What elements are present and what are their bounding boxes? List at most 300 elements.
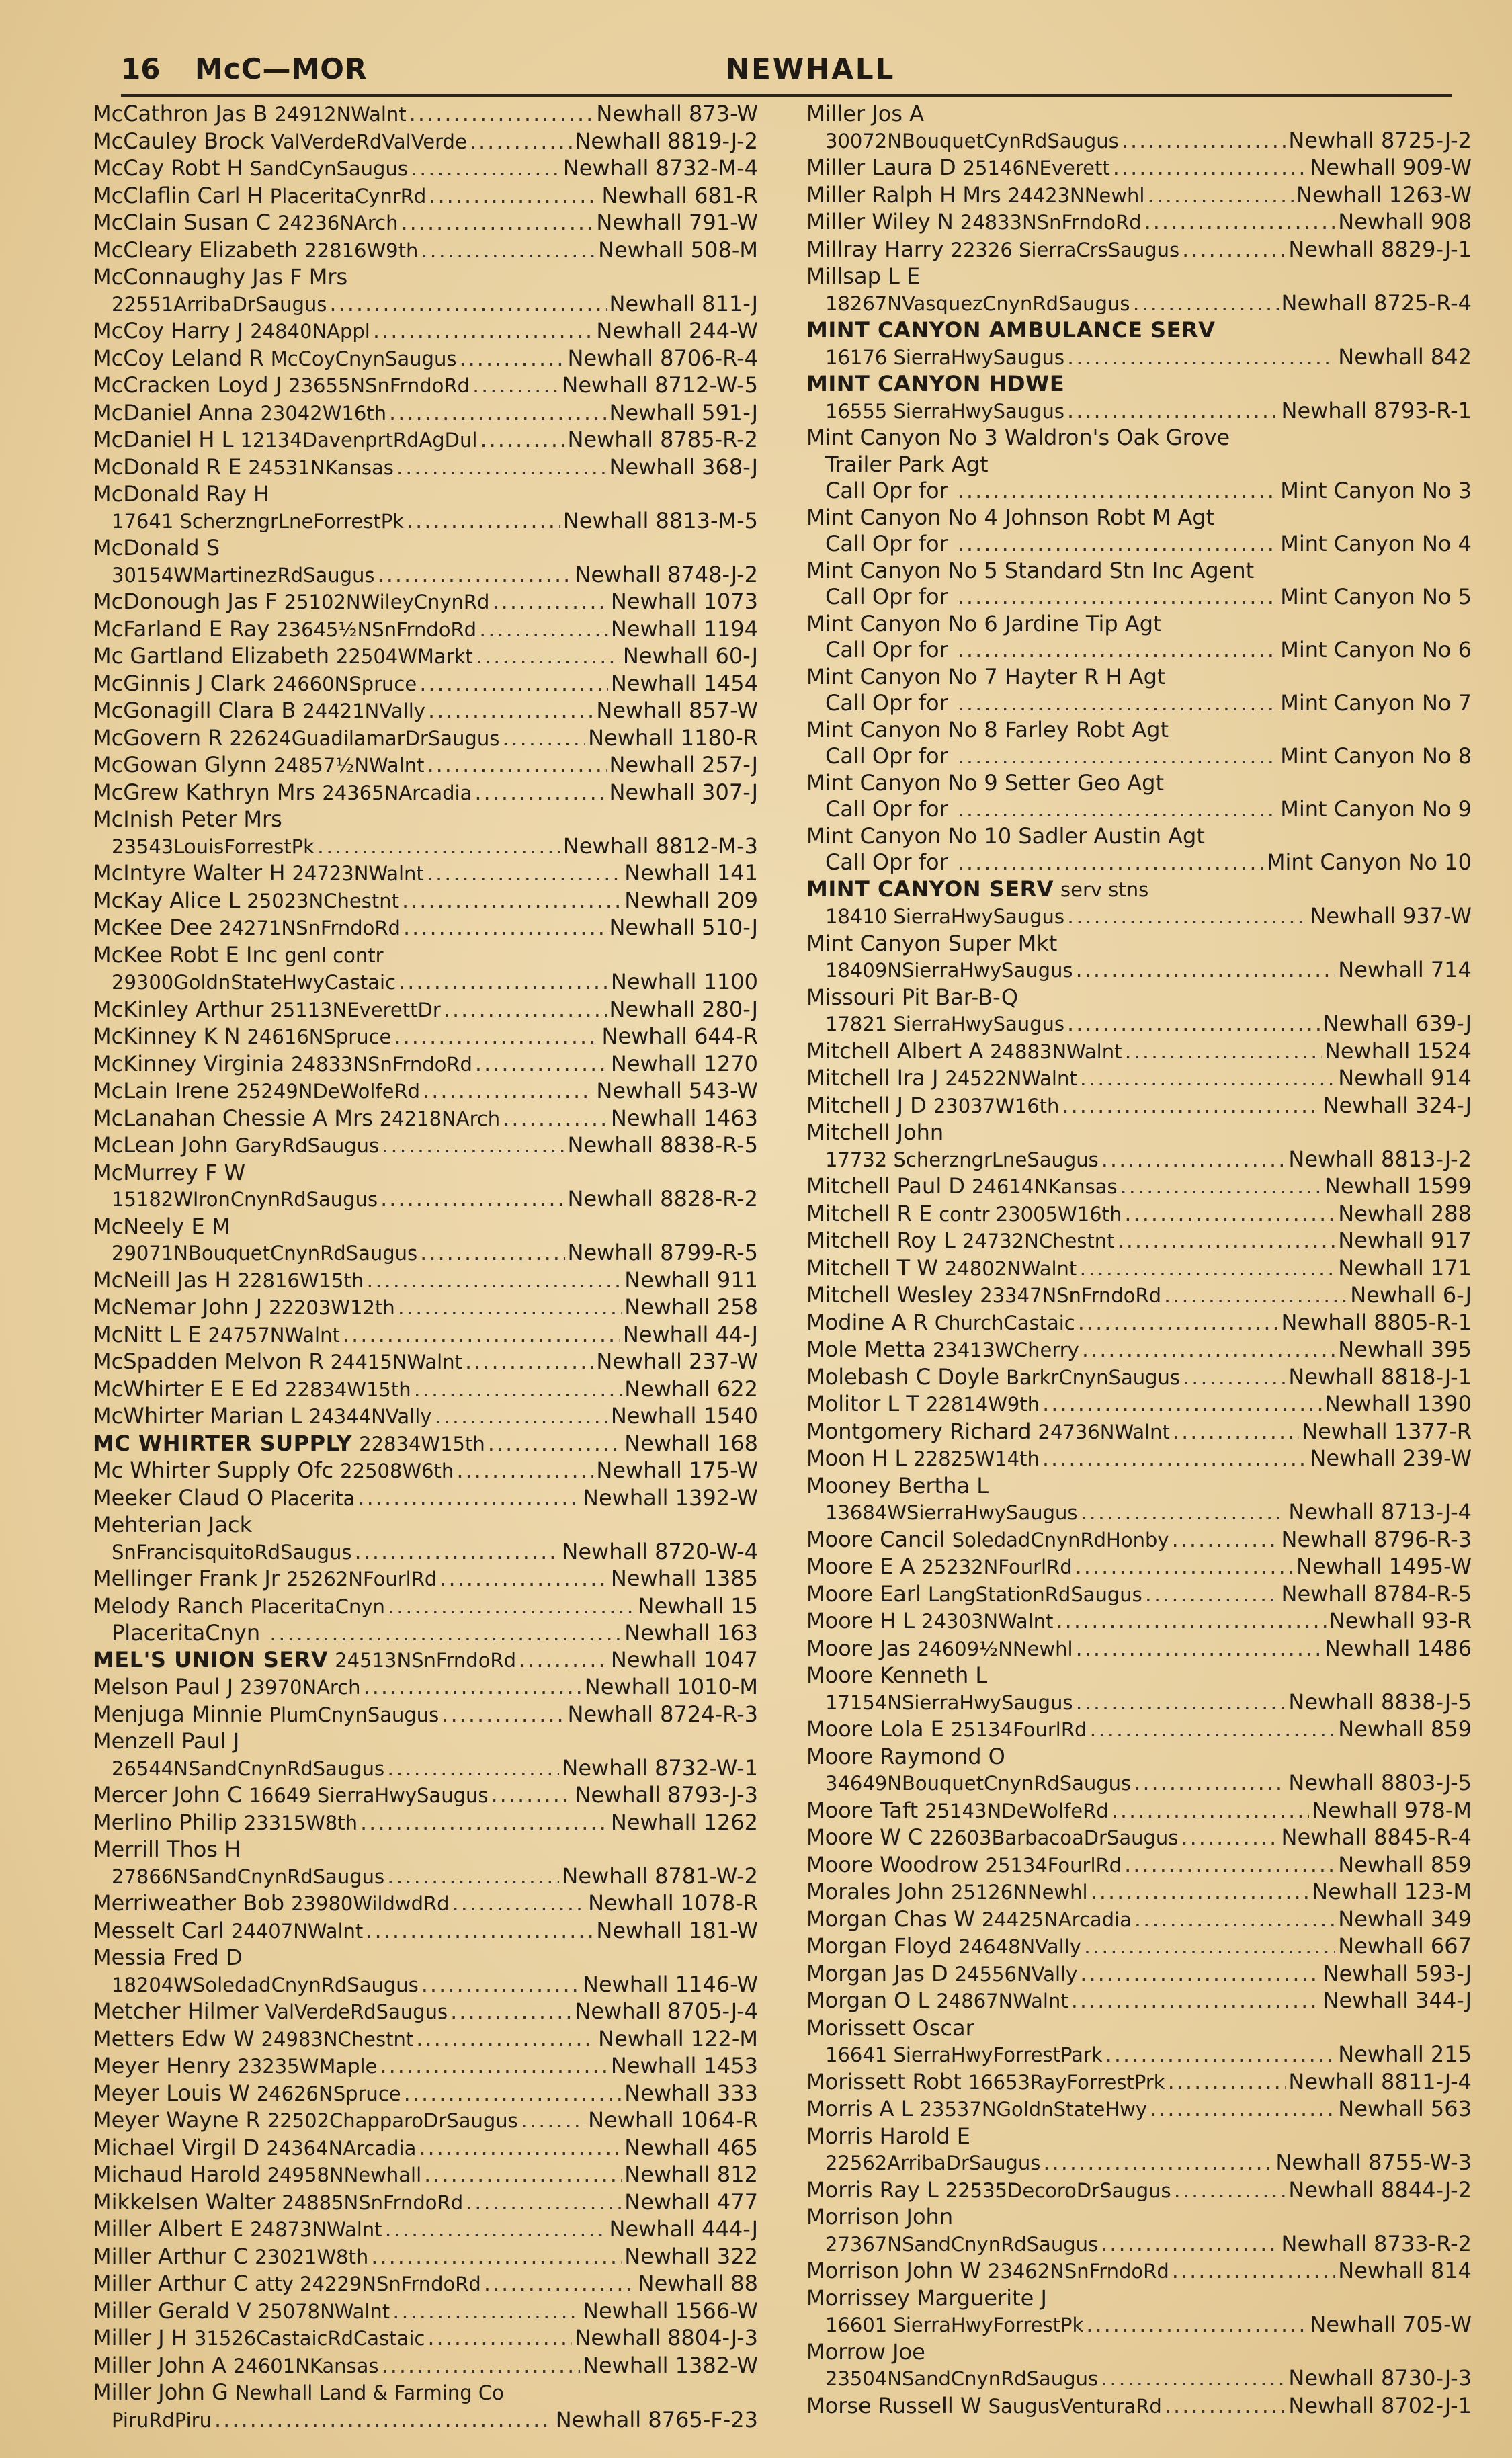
listing-name: McKay Alice L [93,887,241,913]
listing-entry [93,2271,758,2298]
listing-entry [806,1770,1472,1797]
dot-leader [366,1267,622,1294]
listing-address: 23021W8th [255,2245,369,2269]
listing-entry [806,1744,1472,1771]
listing-address: McCoyCnynSaugus [270,347,457,370]
listing-name: Morris A L [806,2096,913,2121]
dot-leader [1080,1961,1320,1988]
listing-address: 17154NSierraHwySaugus [825,1691,1073,1714]
listing-phone: Newhall 1454 [610,670,758,696]
listing-name: Call Opr for [825,478,948,503]
listing-address: 27367NSandCnynRdSaugus [825,2232,1099,2256]
dot-leader [1113,155,1308,181]
listing-entry [806,957,1472,984]
listing-entry [806,1391,1472,1418]
listing-entry [806,237,1472,264]
listing-entry [93,1701,758,1729]
listing-entry [93,1349,758,1376]
listing-name: Trailer Park Agt [825,451,989,477]
listing-name: Mint Canyon No 8 Farley Robt Agt [806,716,1169,743]
listing-address: 15182WIronCnynRdSaugus [112,1188,378,1211]
dot-leader [396,454,607,481]
listing-name: McDonald S [93,535,220,560]
listing-address: 25143NDeWolfeRd [925,1799,1109,1822]
page-title: NEWHALL [726,52,896,85]
listing-phone: Newhall 258 [624,1294,758,1320]
page-number: 16 [121,52,161,85]
listing-entry [806,263,1472,290]
listing-address: 22816W9th [304,239,419,262]
listing-address: 24423NNewhl [1007,183,1145,207]
dot-leader [470,128,573,155]
listing-phone: Newhall 811-J [609,290,758,316]
listing-name: McDaniel H L [93,427,234,452]
listing-name: Mitchell John [806,1119,944,1145]
listing-address: genl contr [284,943,384,967]
dot-leader [389,400,606,427]
listing-name: Menjuga Minnie [93,1701,263,1727]
listing-name: Morgan O L [806,1988,930,2013]
listing-name: McConnaughy Jas F Mrs [93,264,348,290]
listing-name: Mehterian Jack [93,1512,253,1537]
dot-leader [429,183,599,210]
listing-name: Call Opr for [825,743,948,769]
listing-entry [93,643,758,671]
listing-entry [93,2080,758,2108]
listing-entry [806,2258,1472,2285]
listing-entry [93,508,758,536]
listing-entry [93,1403,758,1431]
listing-name: Menzell Paul J [93,1728,240,1754]
listing-address: ValVerdeRdSaugus [265,2000,448,2023]
listing-phone: Newhall 714 [1338,957,1472,982]
listing-address: 22203W12th [269,1296,395,1319]
listing-name: Moon H L [806,1445,907,1471]
listing-address: 24531NKansas [248,456,394,479]
listing-entry [806,2123,1472,2150]
listing-entry [93,427,758,454]
listing-address: 16176 SierraHwySaugus [825,345,1065,369]
listing-entry [806,876,1472,904]
dot-leader [444,997,607,1023]
listing-entry [806,1716,1472,1744]
listing-phone: Newhall 1599 [1324,1173,1472,1199]
listing-name: Miller John A [93,2352,226,2378]
listing-phone: Newhall 791-W [596,210,758,235]
listing-entry [806,823,1472,850]
listing-phone: Newhall 8799-R-5 [567,1240,758,1265]
listing-address: 30154WMartinezRdSaugus [112,563,375,587]
dot-leader [958,743,1278,770]
listing-name: Metters Edw W [93,2025,255,2051]
dot-leader [1105,2041,1336,2068]
listing-entry [806,1824,1472,1852]
listing-name: Meeker Claud O [93,1484,264,1511]
listing-entry [806,2285,1472,2312]
listing-name: McClain Susan C [93,210,271,235]
listing-address: 24873NWalnt [250,2218,382,2241]
listing-phone: Newhall 1010-M [584,1674,758,1699]
listing-entry [93,2053,758,2080]
listing-entry [806,1852,1472,1879]
listing-entry [806,344,1472,372]
listing-address: 29071NBouquetCnynRdSaugus [112,1242,418,1265]
dot-leader [380,2053,608,2080]
dot-leader [360,1810,608,1836]
listing-address: 23537NGoldnStateHwy [919,2098,1148,2121]
listing-entry [806,2041,1472,2069]
dot-leader [1076,1636,1322,1662]
listing-entry [806,849,1472,876]
listing-entry [93,915,758,942]
listing-address: 24407NWalnt [230,1919,364,1943]
listing-phone: Newhall 8724-R-3 [567,1701,758,1727]
listing-phone: Newhall 244-W [596,318,758,343]
listing-name: MEL'S UNION SERV [93,1646,329,1672]
listing-entry [806,505,1472,532]
listing-entry [93,372,758,400]
listing-entry [806,1961,1472,1988]
listing-name: Melson Paul J [93,1674,234,1699]
listing-entry [93,616,758,644]
listing-address: 23504NSandCnynRdSaugus [825,2367,1099,2390]
listing-address: 23655NSnFrndoRd [288,374,470,397]
listing-phone: Newhall 123-M [1312,1879,1472,1904]
dot-leader [1132,290,1278,317]
dot-leader [1042,1391,1322,1418]
listing-entry [806,209,1472,237]
listing-name: McCoy Harry J [93,318,244,343]
listing-address: 24425NArcadia [981,1908,1132,1931]
listing-phone: Mint Canyon No 4 [1280,531,1472,556]
listing-phone: Newhall 1392-W [583,1484,758,1511]
dot-leader [1101,2231,1278,2258]
listing-entry [93,1918,758,1945]
listing-phone: Newhall 908 [1338,209,1472,235]
listing-address: BarkrCnynSaugus [1006,1365,1180,1389]
listing-entry [806,1608,1472,1636]
listing-name: McIntyre Walter H [93,860,286,886]
listing-phone: Newhall 465 [624,2134,758,2160]
listing-name: Moore H L [806,1608,915,1634]
dot-leader [1091,1879,1310,1906]
listing-name: MINT CANYON SERV [806,876,1054,902]
listing-entry [806,931,1472,958]
listing-address: 17641 ScherzngrLneForrestPk [112,509,404,533]
listing-phone: Mint Canyon No 5 [1280,584,1472,609]
listing-address: 24513NSnFrndoRd [335,1648,516,1672]
listing-entry [93,752,758,779]
listing-phone: Mint Canyon No 6 [1280,637,1472,663]
dot-leader [480,427,564,454]
listing-entry [806,1554,1472,1581]
listing-address: 18409NSierraHwySaugus [825,959,1073,982]
listing-entry [93,155,758,183]
listing-name: Mikkelsen Walter [93,2189,276,2215]
listing-address: 23315W8th [243,1811,358,1834]
listing-name: Molebash C Doyle [806,1363,1000,1390]
listing-phone: Newhall 8811-J-4 [1288,2068,1472,2094]
listing-entry [806,1173,1472,1201]
listing-address: 24601NKansas [233,2354,379,2377]
listing-phone: Newhall 444-J [609,2216,758,2242]
listing-phone: Newhall 8838-R-5 [567,1132,758,1158]
listing-entry [806,1282,1472,1310]
dot-leader [404,2080,622,2107]
listing-phone: Newhall 88 [638,2271,758,2296]
listing-address: 18410 SierraHwySaugus [825,905,1065,928]
listing-entry [806,1473,1472,1500]
listing-name: McNemar John J [93,1294,263,1320]
listing-phone: Newhall 8755-W-3 [1275,2150,1472,2175]
dot-leader [394,1023,599,1050]
dot-leader [1120,1173,1322,1200]
listing-name: McCleary Elizabeth [93,237,298,263]
listing-address: 24236NArch [278,212,398,235]
listing-address: 24303NWalnt [921,1610,1054,1633]
listing-address: 27866NSandCnynRdSaugus [112,1865,385,1888]
listing-phone: Newhall 543-W [596,1078,758,1103]
listing-address: 24271NSnFrndoRd [219,917,401,939]
listing-address: ValVerdeRdValVerde [271,130,467,153]
listing-address: 24723NWalnt [292,862,424,885]
listing-name: Call Opr for [825,531,948,556]
listing-name: Mint Canyon Super Mkt [806,930,1058,956]
dot-leader [452,1890,586,1917]
listing-entry [806,1310,1472,1337]
listing-name: Meyer Wayne R [93,2107,261,2133]
listing-entry [806,1636,1472,1663]
listing-name: Moore Taft [806,1797,919,1823]
listing-entry [93,237,758,265]
listing-name: McInish Peter Mrs [93,806,282,832]
listing-entry [806,743,1472,770]
listing-entry [93,888,758,915]
listing-phone: Newhall 914 [1338,1065,1472,1091]
dot-leader [1067,398,1279,425]
listing-name: Molitor L T [806,1391,919,1416]
listing-entry [93,1431,758,1458]
listing-entry [93,969,758,997]
listing-address: 31526CastaicRdCastaic [194,2327,425,2350]
listing-phone: Newhall 8813-J-2 [1288,1146,1472,1172]
listing-name: Millsap L E [806,263,921,289]
listing-phone: Newhall 857-W [596,697,758,723]
listing-entry [806,1337,1472,1364]
listing-name: McKinney K N [93,1023,241,1049]
listing-entry [806,1499,1472,1527]
listing-address: Newhall Land & Farming Co [235,2381,504,2404]
listing-address: 22562ArribaDrSaugus [825,2152,1041,2174]
listing-address: 16649 SierraHwySaugus [249,1784,489,1807]
listing-name: Mint Canyon No 5 Standard Stn Inc Agent [806,557,1255,583]
dot-leader [465,1349,593,1375]
dot-leader [424,2162,622,2189]
listing-phone: Newhall 8784-R-5 [1281,1580,1472,1607]
listing-entry [93,779,758,807]
listing-phone: Newhall 1524 [1324,1037,1472,1064]
listing-name: McKinley Arthur [93,996,264,1022]
dot-leader [414,1376,622,1403]
dot-leader [1067,344,1335,371]
dot-leader [958,849,1264,876]
listing-name: Miller Albert E [93,2216,244,2242]
listing-entry [93,942,758,970]
listing-name: McKinney Virginia [93,1050,285,1076]
listing-entry [806,371,1472,398]
listing-address: 22834W15th [359,1432,485,1455]
listing-phone: Newhall 8845-R-4 [1281,1824,1472,1850]
dot-leader [502,725,585,752]
listing-entry [93,210,758,237]
listing-entry [806,796,1472,823]
listing-entry [93,671,758,698]
listing-entry [93,1105,758,1133]
dot-leader [407,508,560,535]
dot-leader [373,318,594,345]
dot-leader [423,1078,593,1105]
dot-leader [1062,1093,1320,1119]
listing-name: McCathron Jas B [93,101,268,126]
listing-phone: Newhall 8702-J-1 [1288,2392,1472,2418]
listing-phone: Newhall 344-J [1322,1988,1472,2013]
listing-entry [806,717,1472,744]
listing-address: 17821 SierraHwySaugus [825,1013,1065,1035]
listing-address: 24912NWalnt [274,103,407,126]
listing-address: 23042W16th [260,401,387,425]
listing-address: 24885NSnFrndoRd [282,2191,464,2214]
dot-leader [1076,957,1336,984]
listing-phone: Newhall 1263-W [1296,181,1472,208]
listing-phone: Newhall 1073 [610,589,758,614]
listing-name: Mole Metta [806,1337,926,1362]
listing-name: Call Opr for [825,796,948,822]
listing-phone: Newhall 280-J [609,996,758,1022]
listing-name: Michael Virgil D [93,2134,260,2160]
listing-entry [806,2393,1472,2420]
dot-leader [1150,2096,1335,2123]
dot-leader [371,2244,622,2271]
listing-phone: Newhall 171 [1338,1255,1472,1281]
listing-name: Call Opr for [825,584,948,609]
listing-address: LangStationRdSaugus [927,1582,1142,1606]
listing-name: McFarland E Ray [93,616,270,642]
listing-address: 22825W14th [913,1447,1040,1470]
listing-entry [93,1863,758,1891]
listing-entry [806,2150,1472,2177]
dot-leader [1079,1255,1335,1282]
listing-name: Morissett Oscar [806,2015,974,2041]
listing-name: Meyer Henry [93,2053,231,2078]
dot-leader [1086,2312,1307,2338]
listing-entry [93,2379,758,2407]
listing-phone: Newhall 911 [624,1267,758,1293]
listing-phone: Newhall 593-J [1322,1960,1472,1986]
dot-leader [382,1132,564,1159]
listing-entry [806,1119,1472,1146]
listing-phone: Newhall 8844-J-2 [1288,2176,1472,2203]
dot-leader [472,372,559,399]
listing-address: 24556NVally [954,1962,1078,1986]
dot-leader [958,584,1278,611]
listing-entry [93,128,758,156]
dot-leader [1147,182,1294,209]
listing-phone: Newhall 60-J [622,643,758,669]
listing-address: atty 24229NSnFrndoRd [255,2273,481,2295]
listing-entry [806,2339,1472,2366]
listing-address: 16641 SierraHwyForrestPark [825,2043,1103,2066]
dot-leader [1081,1499,1286,1526]
dot-leader [1164,1282,1347,1309]
dot-leader [1172,1527,1279,1554]
listing-entry [806,1065,1472,1093]
dot-leader [269,1620,622,1647]
listing-entry [93,725,758,753]
listing-address: 25023NChestnt [247,889,399,913]
dot-leader [519,1647,608,1674]
dot-leader [1111,1797,1309,1824]
listing-address: 24616NSpruce [247,1025,392,1048]
dot-leader [503,1105,608,1132]
listing-phone: Newhall 237-W [596,1349,758,1374]
listing-address: 24802NWalnt [944,1257,1077,1280]
listing-phone: Newhall 667 [1338,1933,1472,1959]
listing-name: Mc Whirter Supply Ofc [93,1457,334,1483]
listing-name: Call Opr for [825,637,948,663]
listing-entry [806,984,1472,1011]
listing-name: Miller Arthur C [93,2271,249,2296]
listing-entry [93,1782,758,1810]
listing-address: 24757NWalnt [208,1323,340,1347]
listing-address: 24609½NNewhl [917,1637,1073,1660]
listing-name: Morrow Joe [806,2338,925,2365]
listing-name: McMurrey F W [93,1159,246,1185]
listing-entry [93,1051,758,1078]
listing-entry [93,535,758,562]
listing-address: 25126NNewhl [950,1881,1088,1904]
listing-name: Mitchell Wesley [806,1282,974,1308]
listing-phone: Newhall 1463 [610,1105,758,1131]
listing-phone: Newhall 8713-J-4 [1288,1499,1472,1525]
dot-leader [476,643,620,670]
dot-leader [1067,903,1307,930]
listing-phone: Newhall 395 [1338,1337,1472,1362]
listing-address: 22603BarbacoaDrSaugus [929,1826,1179,1849]
listing-entry [93,589,758,616]
listing-address: ChurchCastaic [934,1311,1075,1334]
listing-name: Merriweather Bob [93,1890,285,1916]
listing-entry [93,1512,758,1539]
listing-address: 26544NSandCnynRdSaugus [112,1756,385,1780]
dot-leader [358,1485,580,1512]
listing-address: 25146NEverett [962,157,1110,179]
listing-phone: Newhall 307-J [609,779,758,805]
listing-name: McGinnis J Clark [93,670,266,696]
dot-leader [387,1863,559,1890]
listing-phone: Newhall 368-J [609,454,758,480]
listing-name: Morgan Jas D [806,1960,948,1986]
listing-phone: Newhall 8818-J-1 [1288,1363,1472,1390]
listing-name: McWhirter Marian L [93,1403,302,1429]
listing-phone: Newhall 510-J [609,915,758,940]
dot-leader [427,2325,572,2352]
dot-leader [479,616,608,643]
listing-entry [93,2353,758,2380]
listing-name: McNitt L E [93,1321,202,1347]
listing-entry [806,1879,1472,1906]
listing-phone: Newhall 288 [1338,1200,1472,1226]
right-column [806,101,1472,2420]
